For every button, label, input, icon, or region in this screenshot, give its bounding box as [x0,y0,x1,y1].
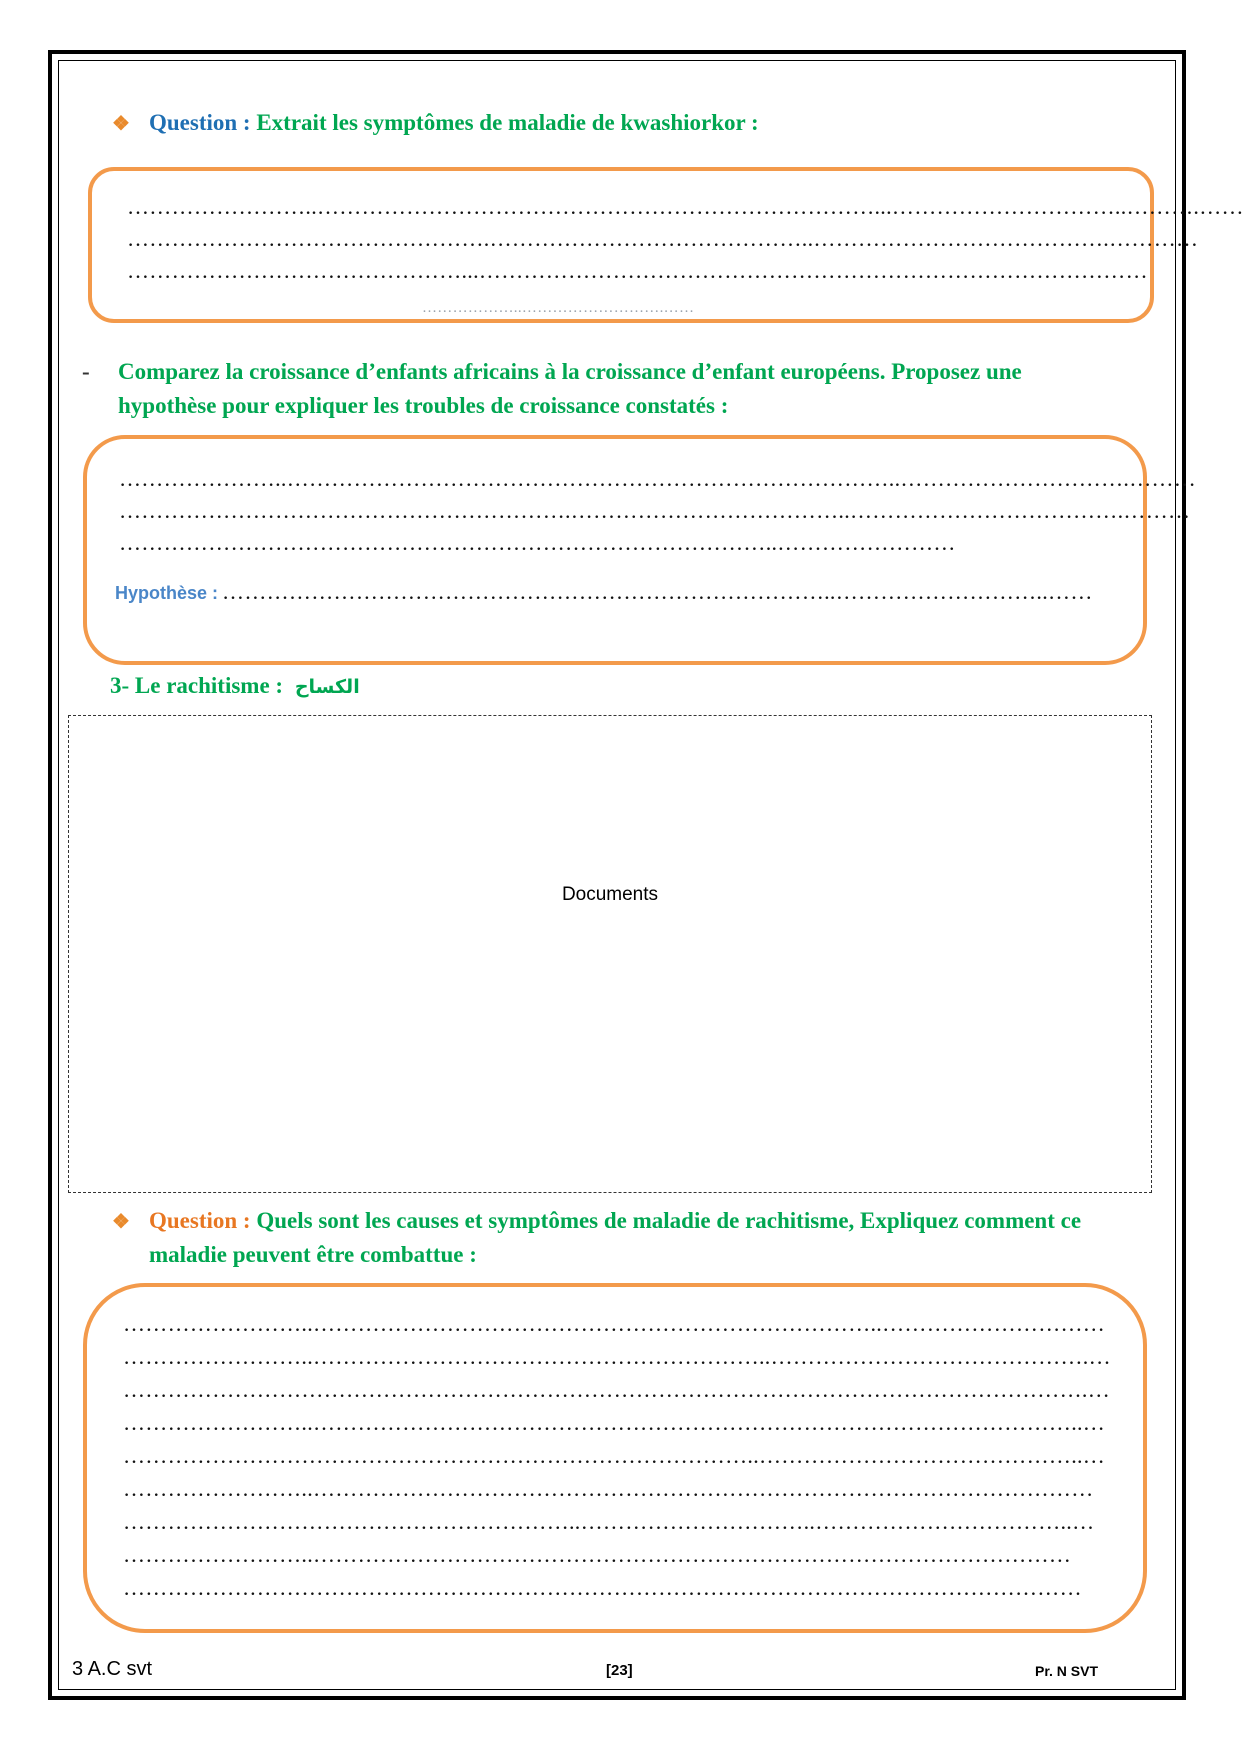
answer-line: ………………………………………………………………………………………………………………… [123,1575,1082,1600]
question-text: maladie peuvent être combattue : [149,1242,477,1267]
answer-line: ……………………………………………………………………………..…………………… [119,530,956,555]
hypothese-line: ………………………………………………………………………..………………………..…… [222,579,1093,604]
section-title-rachitisme [110,669,360,704]
footer-author: Pr. N SVT [1035,1663,1099,1679]
question-text: Extrait les symptômes de maladie de kwashiorkor : [256,110,759,135]
answer-line: ……………………..…………………………………………………………………...…………………………..……….…… [127,194,1244,219]
answer-line: …………………………………………………………………………..……………………………………..… [123,1443,1106,1468]
section-title: 3- Le rachitisme : [110,673,284,698]
answer-line: ………………………………………...……………………………………………………………………………… [127,258,1148,283]
question-text: Quels sont les causes et symptômes de maladie de rachitisme, Expliquez comment ce [256,1208,1082,1233]
answer-line: ……………………..………………………………………………………………………………………… [123,1542,1072,1567]
answer-line: ……………………..…………………………………………………………………………………………… [123,1476,1094,1501]
footer-class-label: 3 A.C svt [72,1658,153,1680]
answer-line: …………………………………………………….………………………………..……………………………….……… [119,498,1191,523]
answer-box-croissance[interactable] [83,435,1197,665]
question-text: Comparez la croissance d’enfants africains à la croissance d’enfant européens. Proposez une [118,359,1022,384]
hypothese-label: Hypothèse : [115,583,219,603]
answer-line: ……………………..…………………………………………………………………………………………..… [123,1410,1106,1435]
answer-line: ……………………………………………………..…………………………..……………………………..… [123,1509,1095,1534]
diamond-bullet-icon: ❖ [112,113,130,135]
answer-box-kwashiorkor[interactable] [88,167,1244,323]
answer-line: …………………..………………………………………………………………………..………………………….……… [119,466,1197,491]
answer-line: ………………………………………………………………………………………………………………….… [123,1377,1110,1402]
answer-line: ……………………..…………………………………………………………………..………………………… [123,1311,1106,1336]
dash-bullet: - [82,359,90,384]
arabic-title: الكساح [294,676,360,698]
hypothese-row [115,577,1093,607]
documents-label: Documents [561,884,659,905]
answer-line: ………………………………………….……………………………………..………………………………….………… [127,226,1199,251]
answer-line: ………………..……………………….…… [422,300,695,316]
question-label: Question : [149,1208,251,1233]
question-text: hypothèse pour expliquer les troubles de croissance constatés : [118,393,729,418]
question-label: Question : [149,110,251,135]
answer-line: ……………………..……………………………………………………..…………………………………….… [123,1344,1111,1369]
answer-box-rachitisme[interactable] [83,1283,1147,1633]
page-number: [23] [606,1662,633,1679]
documents-placeholder [68,715,1152,1193]
diamond-bullet-icon: ❖ [112,1211,130,1233]
